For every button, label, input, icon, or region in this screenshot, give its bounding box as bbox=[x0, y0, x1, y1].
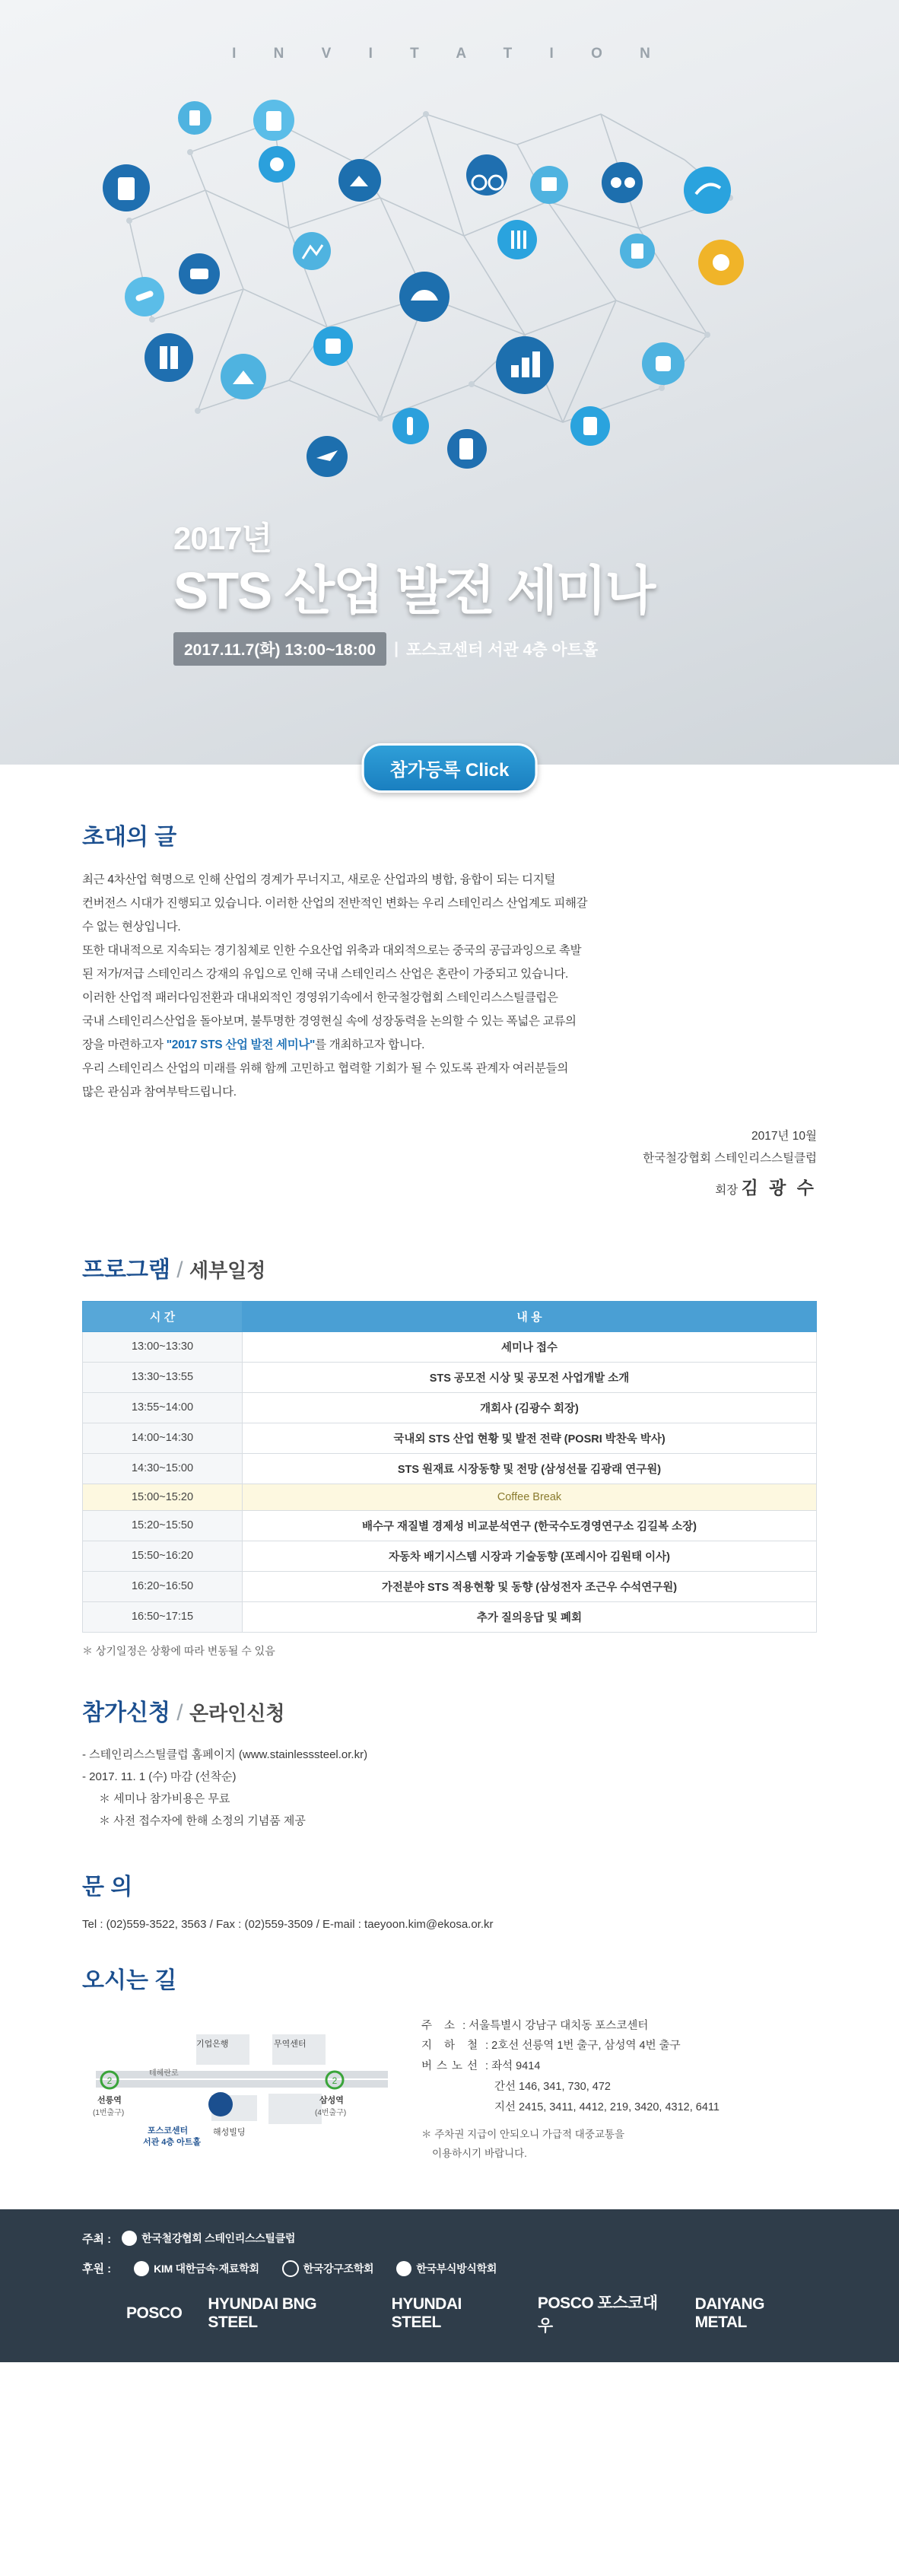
table-row bbox=[83, 1331, 817, 1362]
svg-text:2: 2 bbox=[106, 2075, 113, 2086]
inquiry-heading: 문 의 bbox=[82, 1874, 133, 1900]
partner-posco: POSCO bbox=[126, 2304, 183, 2322]
host-name: 한국철강협회 스테인리스스틸클럽 bbox=[141, 2232, 296, 2245]
cell-time: 16:20~16:50 bbox=[83, 1571, 243, 1601]
invite-body bbox=[82, 868, 817, 1104]
apply-line: - 스테인리스스틸클럽 홈페이지 (www.stainlesssteel.or.kr) bbox=[82, 1748, 368, 1761]
invite-line: 된 저가/저급 스테인리스 강재의 유입으로 인해 국내 스테인리스 산업은 혼란이 가중되고 있습니다. bbox=[82, 968, 569, 981]
table-row bbox=[83, 1392, 817, 1423]
cell-desc: STS 공모전 시상 및 공모전 사업개발 소개 bbox=[243, 1362, 817, 1392]
cell-time: 13:00~13:30 bbox=[83, 1331, 243, 1362]
register-button[interactable]: 참가등록 Click bbox=[362, 743, 538, 793]
invite-line: 수 없는 현상입니다. bbox=[82, 921, 181, 933]
parking-note-2: 이용하시기 바랍니다. bbox=[432, 2147, 527, 2159]
directions-heading: 오시는 길 bbox=[82, 1967, 177, 1993]
invite-line: 컨버전스 시대가 진행되고 있습니다. 이러한 산업의 전반적인 변화는 우리 스테인리스 산업계도 피해갈 bbox=[82, 897, 588, 910]
partner-posco-daewoo: POSCO 포스코대우 bbox=[537, 2294, 658, 2335]
map-building-haesung: 해성빌딩 bbox=[213, 2127, 246, 2137]
table-row bbox=[83, 1541, 817, 1571]
directions-row bbox=[82, 2012, 817, 2164]
invite-line: 장을 마련하고자 "2017 STS 산업 발전 세미나"를 개최하고자 합니다. bbox=[82, 1038, 425, 1051]
program-heading-sub: 세부일정 bbox=[189, 1258, 266, 1282]
sponsor-row bbox=[82, 2260, 817, 2277]
cell-time: 15:50~16:20 bbox=[83, 1541, 243, 1571]
map-station-seolleung: 선릉역 bbox=[97, 2095, 122, 2105]
invite-line: 많은 관심과 참여부탁드립니다. bbox=[82, 1086, 237, 1099]
partner-daiyang: DAIYANG METAL bbox=[694, 2295, 764, 2331]
host-mark-icon bbox=[122, 2231, 137, 2246]
invite-line: 또한 대내적으로 지속되는 경기침체로 인한 수요산업 위축과 대외적으로는 중국의 공급과잉으로 촉발 bbox=[82, 944, 582, 957]
apply-heading bbox=[82, 1693, 817, 1727]
inquiry-text: Tel : (02)559-3522, 3563 / Fax : (02)559-3509 / E-mail : taeyoon.kim@ekosa.or.kr bbox=[82, 1917, 494, 1931]
table-row bbox=[83, 1423, 817, 1453]
apply-heading-slash: / bbox=[176, 1700, 183, 1725]
cell-desc: 가전분야 STS 적용현황 및 동향 (삼성전자 조근우 수석연구원) bbox=[243, 1571, 817, 1601]
sign-org: 한국철강협회 스테인리스스틸클럽 bbox=[643, 1152, 817, 1166]
address-value: 서울특별시 강남구 대치동 포스코센터 bbox=[469, 2019, 649, 2032]
cell-desc: 자동차 배기시스템 시장과 기술동향 (포레시아 김원태 이사) bbox=[243, 1541, 817, 1571]
invite-highlight: "2017 STS 산업 발전 세미나" bbox=[166, 1038, 316, 1051]
apply-sub-line: ＊ 사전 접수자에 한해 소정의 기념품 제공 bbox=[99, 1814, 306, 1828]
sponsor-name-1: KIM 대한금속·재료학회 bbox=[154, 2262, 259, 2275]
cell-time: 15:20~15:50 bbox=[83, 1510, 243, 1541]
apply-line: - 2017. 11. 1 (수) 마감 (선착순) bbox=[82, 1770, 237, 1783]
sponsor-circle-icon bbox=[282, 2260, 299, 2277]
partner-row bbox=[82, 2291, 817, 2336]
invitation-kicker: I N V I T A T I O N bbox=[232, 46, 667, 62]
partner-bng: HYUNDAI BNG STEEL bbox=[208, 2295, 317, 2331]
hero-banner bbox=[0, 0, 899, 765]
hero-text-block bbox=[173, 514, 654, 666]
sign-name-row bbox=[82, 1172, 817, 1205]
map-graphic bbox=[82, 2012, 402, 2156]
hero-date: 2017.11.7(화) 13:00~18:00 bbox=[173, 632, 386, 666]
apply-heading-main: 참가신청 bbox=[82, 1700, 170, 1725]
subway-label: 지 하 철 bbox=[421, 2040, 483, 2053]
map-center-name: 포스코센터 bbox=[148, 2126, 189, 2136]
invite-line: 이러한 산업적 패러다임전환과 대내외적인 경영위기속에서 한국철강협회 스테인리스스틸클럽은 bbox=[82, 991, 558, 1004]
table-header-row bbox=[83, 1301, 817, 1331]
sponsor-logo-1 bbox=[134, 2261, 259, 2276]
schedule-table bbox=[82, 1301, 817, 1633]
cell-desc: 국내외 STS 산업 현황 및 발전 전략 (POSRI 박찬욱 박사) bbox=[243, 1423, 817, 1453]
parking-note-1: ＊ 주차권 지급이 안되오니 가급적 대중교통을 bbox=[421, 2128, 624, 2140]
table-row bbox=[83, 1484, 817, 1510]
subway-value: 2호선 선릉역 1번 출구, 삼성역 4번 출구 bbox=[491, 2040, 681, 2053]
register-area bbox=[0, 760, 899, 818]
table-row bbox=[83, 1362, 817, 1392]
cell-desc: 개회사 (김광수 회장) bbox=[243, 1392, 817, 1423]
table-row bbox=[83, 1453, 817, 1484]
cell-desc: 추가 질의응답 및 폐회 bbox=[243, 1601, 817, 1632]
hero-year: 2017년 bbox=[173, 520, 272, 557]
main-content bbox=[0, 818, 899, 2194]
hero-separator: | bbox=[394, 640, 399, 657]
cell-time: 14:30~15:00 bbox=[83, 1453, 243, 1484]
sign-date: 2017년 10월 bbox=[751, 1130, 817, 1143]
sign-title: 회장 bbox=[715, 1183, 739, 1197]
bus-line-3: 지선 2415, 3411, 4412, 219, 3420, 4312, 6411 bbox=[494, 2101, 720, 2113]
table-row bbox=[83, 1510, 817, 1541]
sponsor-logo-2 bbox=[282, 2260, 374, 2277]
cell-time: 13:55~14:00 bbox=[83, 1392, 243, 1423]
address-info: 주 소 : 서울특별시 강남구 대치동 포스코센터 지 하 철 : 2호선 선릉역 1번 출구, 삼성역 4번 출구 버스노선 : 좌석 9414 간선 146, 341, 730, 472 지선 2415, 3411, 4412, 219, 3420, 4312, 6411 ＊ 주차권 지급이 안되오니 가급적 대중교통을 이용하시기 바랍니다. bbox=[421, 2012, 720, 2164]
map-station-samseong: 삼성역 bbox=[319, 2095, 344, 2105]
address-label: 주 소 bbox=[421, 2019, 460, 2032]
host-logo bbox=[122, 2231, 295, 2246]
invite-heading: 초대의 글 bbox=[82, 825, 177, 850]
footer bbox=[0, 2209, 899, 2362]
hero-title: STS 산업 발전 세미나 bbox=[173, 561, 655, 621]
hero-meta bbox=[173, 632, 598, 666]
host-row bbox=[82, 2231, 817, 2247]
sponsor-name-2: 한국강구조학회 bbox=[303, 2262, 374, 2275]
invite-line: 최근 4차산업 혁명으로 인해 산업의 경계가 무너지고, 새로운 산업과의 병합, 융합이 되는 디지털 bbox=[82, 873, 555, 886]
map-station-seolleung-exit: (1번출구) bbox=[93, 2108, 125, 2117]
svg-text:2: 2 bbox=[332, 2075, 338, 2086]
bus-line-1: 좌석 9414 bbox=[491, 2060, 541, 2073]
hero-venue: 포스코센터 서관 4층 아트홀 bbox=[405, 641, 599, 659]
sponsor-mark-icon bbox=[134, 2261, 149, 2276]
sponsor-label: 후원 : bbox=[82, 2263, 112, 2276]
apply-list bbox=[82, 1744, 817, 1833]
apply-heading-sub: 온라인신청 bbox=[189, 1701, 285, 1725]
sponsor-name-3: 한국부식방식학회 bbox=[416, 2262, 497, 2275]
program-heading-main: 프로그램 bbox=[82, 1257, 170, 1283]
cell-time: 14:00~14:30 bbox=[83, 1423, 243, 1453]
sponsor-mark2-icon bbox=[396, 2261, 411, 2276]
bus-label: 버스노선 bbox=[421, 2060, 483, 2073]
cell-time: 16:50~17:15 bbox=[83, 1601, 243, 1632]
cell-desc: 세미나 접수 bbox=[243, 1331, 817, 1362]
bus-line-2: 간선 146, 341, 730, 472 bbox=[494, 2081, 611, 2093]
cell-time: 13:30~13:55 bbox=[83, 1362, 243, 1392]
program-heading bbox=[82, 1251, 817, 1284]
apply-sub-line: ＊ 세미나 참가비용은 무료 bbox=[99, 1792, 230, 1806]
sponsor-logo-3 bbox=[396, 2261, 497, 2276]
header-desc: 내 용 bbox=[243, 1301, 817, 1331]
program-heading-slash: / bbox=[176, 1257, 183, 1283]
map-center-sub: 서관 4층 아트홀 bbox=[143, 2137, 201, 2147]
schedule-note: ＊ 상기일정은 상황에 따라 변동될 수 있음 bbox=[82, 1644, 275, 1657]
invite-line: 우리 스테인리스 산업의 미래를 위해 함께 고민하고 협력할 기회가 될 수 있도록 관계자 여러분들의 bbox=[82, 1062, 569, 1075]
cell-desc: STS 원재료 시장동향 및 전망 (삼성선물 김광래 연구원) bbox=[243, 1453, 817, 1484]
map-station-samseong-exit: (4번출구) bbox=[315, 2108, 347, 2117]
table-row bbox=[83, 1601, 817, 1632]
signature-block bbox=[82, 1125, 817, 1205]
header-time: 시 간 bbox=[83, 1301, 243, 1331]
sign-name: 김 광 수 bbox=[741, 1177, 817, 1197]
map-building-ibk: 기업은행 bbox=[196, 2039, 229, 2049]
cell-desc: 배수구 재질별 경제성 비교분석연구 (한국수도경영연구소 김길복 소장) bbox=[243, 1510, 817, 1541]
host-label: 주최 : bbox=[82, 2232, 112, 2246]
cell-desc: Coffee Break bbox=[243, 1484, 817, 1510]
table-row bbox=[83, 1571, 817, 1601]
map-road-label: 테헤란로 bbox=[149, 2069, 179, 2078]
invite-line: 국내 스테인리스산업을 돌아보며, 불투명한 경영현실 속에 성장동력을 논의할 수 있는 폭넓은 교류의 bbox=[82, 1015, 577, 1028]
partner-hyundai-steel: HYUNDAI STEEL bbox=[391, 2295, 462, 2331]
cell-time: 15:00~15:20 bbox=[83, 1484, 243, 1510]
map-building-trade-center: 무역센터 bbox=[274, 2039, 307, 2049]
